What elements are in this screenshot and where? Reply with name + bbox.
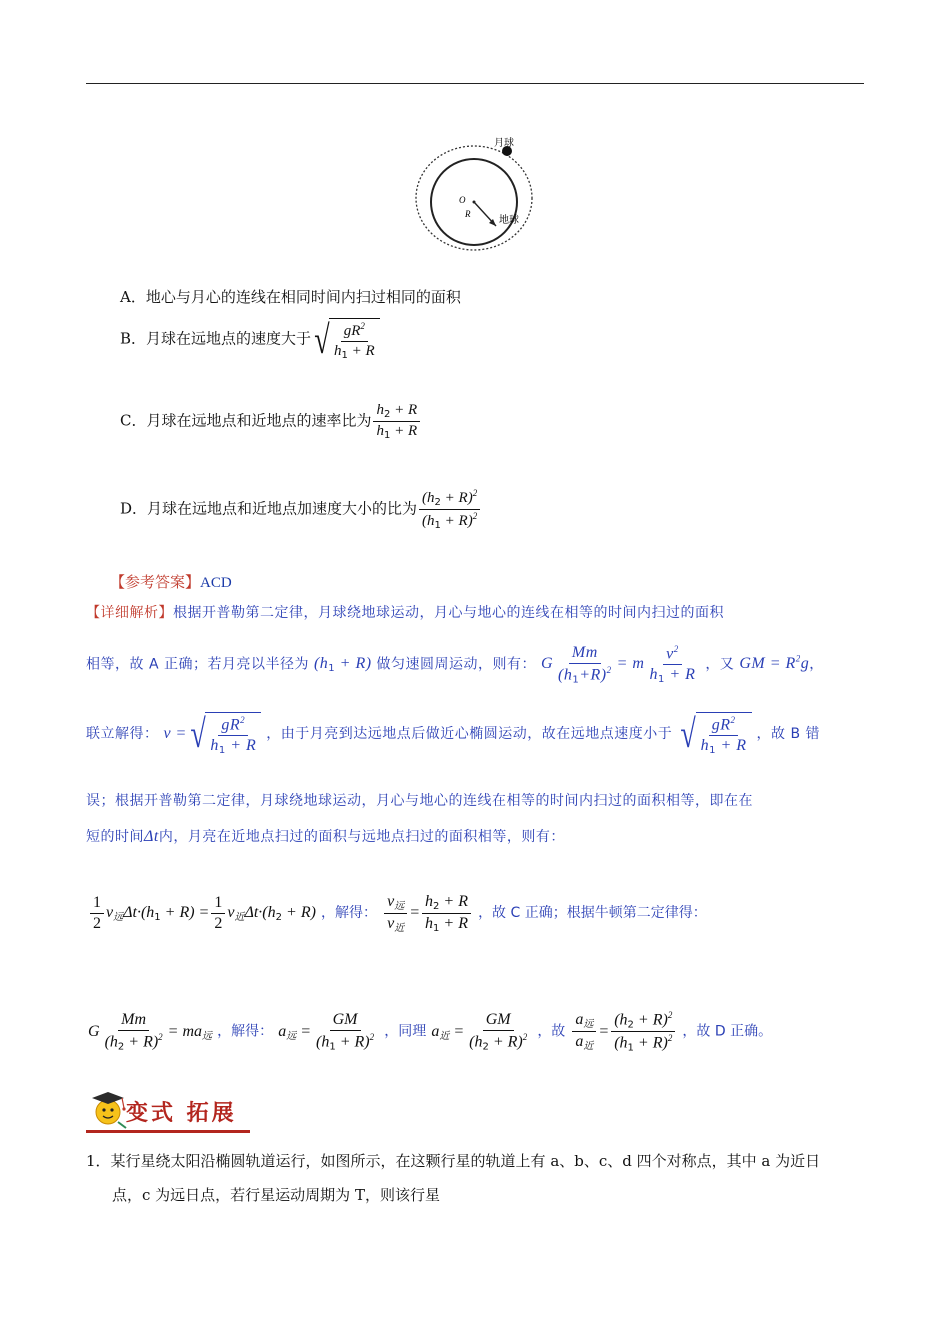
explanation-tag: 【详细解析】: [86, 605, 173, 621]
acceleration-ratio: $\frac{\text{a远}}{\text{a近}}$ = $\frac{(h_2 + R)^2}{(h_1 + R)^2}$: [570, 1023, 677, 1040]
eq1-tail: ，故 C 正确；根据牛顿第二定律得：: [478, 905, 707, 922]
explanation-text-1: 根据开普勒第二定律，月球绕地球运动，月心与地心的连线在相等的时间内扫过的面积: [173, 605, 724, 621]
eq2-text-3: ，故: [537, 1023, 566, 1040]
explanation-text-3b: ，由于月亮到达远地点后做近心椭圆运动，故在远地点速度小于: [266, 725, 673, 742]
section-title: 变式 拓展: [126, 1101, 237, 1126]
area-equation-line: [88, 893, 707, 934]
near-acceleration: a近 = $\frac{GM}{(h_2 + R)^2}$: [431, 1011, 528, 1053]
answer-label: 【参考答案】: [110, 573, 201, 591]
explanation-line-1: [86, 602, 724, 622]
area-equation: $\frac{1}{2}$ v远$\Delta t\cdot(h_1 + R)$ = $\frac{1}{2}$ v近$\Delta t\cdot(h_2 + R)$: [88, 904, 316, 921]
question-line-2: 点，c 为远日点，若行星运动周期为 T，则该行星: [112, 1186, 440, 1204]
explanation-text-3a: 联立解得：: [86, 725, 159, 742]
header-rule: [86, 83, 864, 84]
center-label: O: [459, 195, 466, 205]
velocity-bound: √ $\frac{gR^2}{h_1 + R}$: [677, 725, 751, 742]
section-underline: [86, 1130, 250, 1133]
option-d: [120, 488, 482, 531]
velocity-result: v = √ $\frac{gR^2}{h_1 + R}$: [163, 725, 261, 742]
sqrt-gR2: √ $\frac{gR^2}{h_1 + R}$: [311, 318, 380, 361]
option-c-text: C．月球在远地点和近地点的速率比为: [120, 411, 372, 430]
eq2-text-2: ，同理: [384, 1023, 427, 1040]
eq2-text-1: ，解得：: [217, 1023, 274, 1040]
radius-expr: $(h_1 + R)$: [313, 655, 372, 675]
option-b: [120, 318, 380, 361]
option-d-text: D．月球在远地点和近地点加速度大小的比为: [120, 499, 418, 518]
explanation-text-2b: 做匀速圆周运动，则有：: [376, 656, 536, 673]
explanation-text-2c: ，又: [705, 656, 735, 673]
orbit-diagram: [412, 130, 562, 260]
newton-equation: G $\frac{Mm}{(h_2 + R)^2}$ = ma远: [88, 1011, 213, 1053]
explanation-line-2: 相等，故 A 正确；若月亮以半径为 $(h_1 + R)$ 做匀速圆周运动，则有： G $\frac{Mm}{(h_1+R)^2}$ = m $\frac{v^2}{h_1 + R}$ ，又 GM = $R^2g$，: [86, 644, 824, 686]
explanation-line-3: [86, 712, 820, 756]
explanation-text-2a: 相等，故 A 正确；若月亮以半径为: [86, 656, 309, 673]
question-line-1: 1．某行星绕太阳沿椭圆轨道运行，如图所示，在这颗行星的轨道上有 a、b、c、d 四个对称点，其中 a 为近日: [86, 1152, 821, 1170]
delta-t: Δt: [144, 828, 159, 845]
radius-label: R: [465, 209, 471, 219]
centripetal-equation: G $\frac{Mm}{(h_1+R)^2}$ = m $\frac{v^2}{h_1 + R}$: [540, 644, 696, 686]
ratio-h2-h1: $\frac{h_2 + R}{h_1 + R}$: [373, 402, 420, 441]
option-c: [120, 402, 422, 441]
explanation-text-5a: 短的时间: [86, 829, 144, 845]
reference-answer: [110, 571, 232, 592]
explanation-line-4: 误；根据开普勒第二定律，月球绕地球运动，月心与地心的连线在相等的时间内扫过的面积相等，即在在: [86, 793, 753, 809]
ratio-squared: $\frac{(h_2 + R)^2}{(h_1 + R)^2}$: [419, 488, 480, 531]
option-b-text: B．月球在远地点的速度大于: [120, 329, 312, 348]
option-a: A．地心与月心的连线在相同时间内扫过相同的面积: [120, 288, 461, 306]
explanation-text-5b: 内，月亮在近地点扫过的面积与远地点扫过的面积相等，则有：: [158, 829, 565, 845]
explanation-line-5: [86, 826, 565, 846]
moon-label: 月球: [494, 138, 514, 149]
eq1-text: ，解得：: [321, 905, 378, 922]
answer-value: ACD: [200, 575, 232, 591]
speed-ratio: $\frac{\text{v远}}{\text{v近}}$ = $\frac{h_2 + R}{h_1 + R}$: [382, 904, 473, 921]
explanation-text-3c: ，故 B 错: [756, 725, 821, 742]
eq2-text-4: ，故 D 正确。: [682, 1023, 773, 1040]
far-acceleration: a远 = $\frac{GM}{(h_1 + R)^2}$: [278, 1011, 375, 1053]
gm-equation: GM = $R^2g$: [739, 654, 810, 673]
earth-label: 地球: [499, 215, 519, 226]
acceleration-equation-line: [88, 1010, 772, 1054]
